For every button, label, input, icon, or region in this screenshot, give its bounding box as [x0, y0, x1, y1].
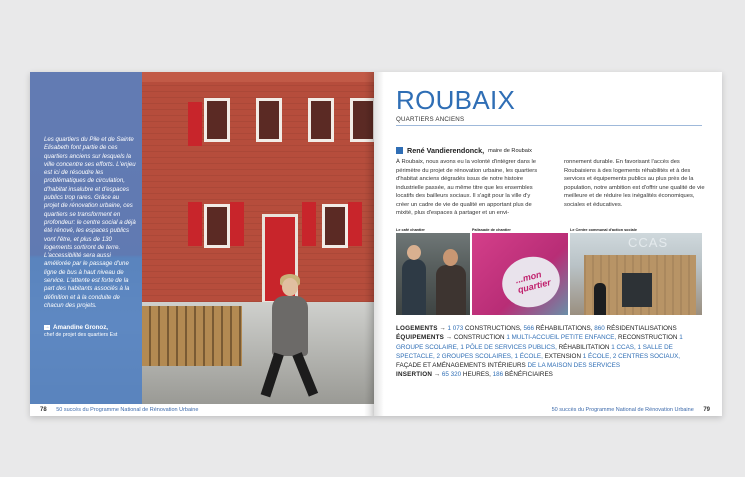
stat-number: 186 — [492, 371, 504, 379]
stat-number: 65 320 — [441, 371, 462, 379]
arrow-icon: → — [445, 334, 453, 342]
photo-caption: Palissade de chantier — [472, 228, 511, 232]
body-column-1: À Roubaix, nous avons eu la volonté d'intégrer dans le périmètre du projet de rénovation urbaine, les quartiers d'habitat anciens dégradés issus de notre histoire industrielle passée, au même titre que les ensembles locatifs des bailleurs sociaux. Il s'agit pour la ville d'y créer un cadre de vie de qualité en apportant plus de mixité, plus d'espaces à partager et un envi- — [396, 159, 538, 216]
window — [308, 98, 334, 142]
author-block — [44, 324, 138, 338]
left-page — [30, 72, 374, 416]
stat-text: FAÇADE ET AMÉNAGEMENTS INTÉRIEURS — [396, 362, 526, 370]
window — [350, 98, 374, 142]
right-footer — [552, 407, 710, 413]
red-shutter — [188, 202, 202, 246]
page-number-right: 79 — [703, 407, 710, 413]
stat-number: 566 — [523, 325, 534, 332]
stat-label: ÉQUIPEMENTS — [396, 334, 445, 342]
wooden-fence — [142, 306, 242, 366]
stat-text: RÉHABILITATION — [558, 343, 610, 351]
bullet-square-icon — [396, 147, 403, 154]
stat-text: RÉHABILITATIONS, — [535, 325, 593, 332]
left-footer — [40, 407, 198, 413]
stat-text: RECONSTRUCTION — [617, 334, 678, 342]
page-number-left: 78 — [40, 407, 47, 413]
red-shutter — [188, 102, 202, 146]
page-subtitle: QUARTIERS ANCIENS — [396, 116, 465, 123]
stats-equipements — [396, 333, 706, 370]
stat-text: CONSTRUCTIONS, — [465, 325, 522, 332]
mayor-role: maire de Roubaix — [488, 147, 532, 154]
mayor-line — [396, 146, 532, 155]
stat-items: 1 CCAS, 1 SALLE DE SPECTACLE, 2 GROUPES SCOLAIRES, 1 ÉCOLE, — [396, 343, 673, 360]
photo-palissade — [472, 233, 568, 315]
stats-insertion — [396, 370, 706, 379]
stat-text: BÉNÉFICIAIRES — [504, 371, 553, 379]
body-column-2: ronnement durable. En favorisant l'accès des Roubaisiens à des logements réhabilités et à des services et équipements publics au plus près de la population, notre ambition est d'offrir une qualité de vie meilleure et de réduire les inégalités économiques, sociales et éducatives. — [564, 159, 705, 208]
title-divider — [396, 125, 702, 126]
stats-block — [396, 324, 706, 380]
author-name: Amandine Gronoz, — [53, 324, 109, 331]
ccas-sign-text: CCAS — [628, 235, 669, 250]
red-shutter — [348, 202, 362, 246]
stat-text: RÉSIDENTIALISATIONS — [606, 325, 677, 332]
stat-text: CONSTRUCTION — [453, 334, 505, 342]
red-shutter — [302, 202, 316, 246]
author-role: chef de projet des quartiers Est — [44, 332, 118, 338]
stat-label: INSERTION — [396, 371, 433, 379]
right-page — [374, 72, 722, 416]
window — [204, 98, 230, 142]
photo-caption: Le Centre communal d'action sociale — [570, 228, 637, 232]
window — [322, 204, 348, 248]
stat-text: EXTENSION — [544, 352, 581, 360]
stat-items: 1 MULTI-ACCUEIL PETITE ENFANCE, — [506, 334, 617, 342]
stat-text: HEURES, — [462, 371, 491, 379]
quote-overlay — [30, 72, 142, 404]
arrow-icon: → — [439, 325, 446, 332]
palissade-sign-text: ...mon quartier — [514, 269, 552, 295]
stat-items: 1 GROUPE SCOLAIRE, 1 PÔLE DE SERVICES PUBLICS, — [396, 334, 683, 351]
red-shutter — [230, 202, 244, 246]
photo-caption: Le café chantier — [396, 228, 425, 232]
window — [256, 98, 282, 142]
intro-text: Les quartiers du Pile et de Sainte Elisabeth font partie de ces quartiers anciens sur lesquels la ville concentre ses efforts. L'enjeu est ici de résoudre les problématiques de circulation, d'habitat insalubre et d'espaces publics trop rares. Grâce au projet de rénovation urbaine, ces quartiers se transforment en profondeur: le centre social a déjà été rénové, les espaces publics vont l'être, et plus de 130 logements sortiront de terre. L'accessibilité sera aussi améliorée par le passage d'une ligne de bus à haut niveau de service. L'attente est forte de la part des habitants associés à la définition et à la conduite de chacun des projets. — [44, 136, 136, 309]
mayor-name: René Vandierendonck, — [407, 146, 485, 155]
photo-cafe-chantier — [396, 233, 470, 315]
page-title: ROUBAIX — [396, 85, 516, 115]
stat-number: 1 073 — [447, 325, 464, 332]
arrow-icon: → — [433, 371, 441, 379]
footer-text-left: 50 succès du Programme National de Rénovation Urbaine — [56, 407, 199, 413]
photo-ccas — [570, 233, 702, 315]
stats-logements — [396, 324, 706, 333]
walking-woman — [260, 272, 320, 402]
window — [204, 204, 230, 248]
stat-label: LOGEMENTS — [396, 325, 438, 332]
stat-items: DE LA MAISON DES SERVICES — [527, 362, 621, 370]
footer-text-right: 50 succès du Programme National de Rénovation Urbaine — [551, 407, 694, 413]
author-name-line — [44, 324, 138, 331]
stat-items: 1 ÉCOLE, 2 CENTRES SOCIAUX, — [582, 352, 681, 360]
arrow-box-icon: → — [44, 324, 50, 330]
stat-number: 860 — [594, 325, 605, 332]
